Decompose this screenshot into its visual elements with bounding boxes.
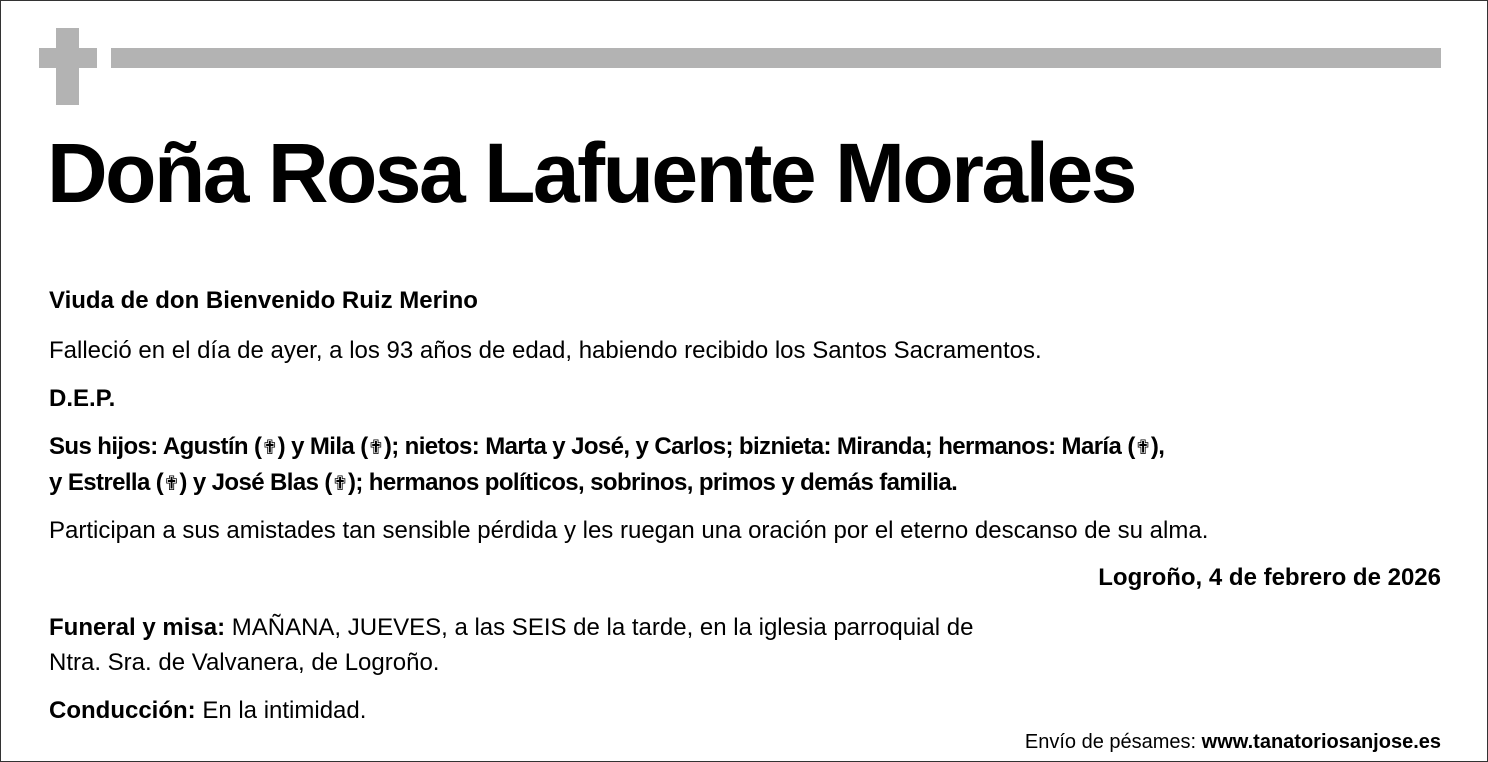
funeral-text: MAÑANA, JUEVES, a las SEIS de la tarde, en la iglesia parroquial de	[225, 614, 974, 641]
conduction-text: En la intimidad.	[195, 697, 367, 724]
cross-icon: ✟	[331, 471, 348, 495]
place-date: Logroño, 4 de febrero de 2026	[1098, 564, 1441, 591]
cross-icon-arm	[39, 48, 97, 68]
funeral-info	[49, 616, 973, 640]
cross-icon: ✟	[1134, 435, 1151, 459]
cross-icon: ✟	[261, 435, 278, 459]
family-text: ),	[1150, 433, 1165, 460]
participation: Participan a sus amistades tan sensible pérdida y les ruegan una oración por el eterno descanso de su alma.	[49, 517, 1209, 544]
cross-icon: ✟	[367, 435, 384, 459]
death-notice: Falleció en el día de ayer, a los 93 años de edad, habiendo recibido los Santos Sacramentos.	[49, 337, 1042, 364]
family-text: ) y José Blas (	[179, 469, 332, 496]
cross-icon: ✟	[163, 471, 180, 495]
family-text: y Estrella (	[49, 469, 164, 496]
family-text: ) y Mila (	[277, 433, 368, 460]
family-text: ); hermanos políticos, sobrinos, primos y demás familia.	[347, 469, 958, 496]
family-text: ); nietos: Marta y José, y Carlos; biznieta: Miranda; hermanos: María (	[383, 433, 1135, 460]
family-text: Sus hijos: Agustín (	[49, 433, 262, 460]
widow-of: Viuda de don Bienvenido Ruiz Merino	[49, 287, 478, 314]
deceased-name: Doña Rosa Lafuente Morales	[47, 126, 1135, 220]
family-line-2	[49, 471, 957, 495]
header-rule	[111, 48, 1441, 68]
conduction-info	[49, 699, 366, 723]
funeral-label: Funeral y misa:	[49, 614, 226, 641]
condolences-link[interactable]: www.tanatoriosanjose.es	[1201, 731, 1441, 753]
funeral-text-2: Ntra. Sra. de Valvanera, de Logroño.	[49, 649, 440, 676]
dep: D.E.P.	[49, 385, 116, 412]
conduction-label: Conducción:	[49, 697, 196, 724]
condolences-label: Envío de pésames:	[1024, 731, 1202, 753]
family-line-1	[49, 435, 1164, 459]
condolences	[1025, 732, 1441, 752]
